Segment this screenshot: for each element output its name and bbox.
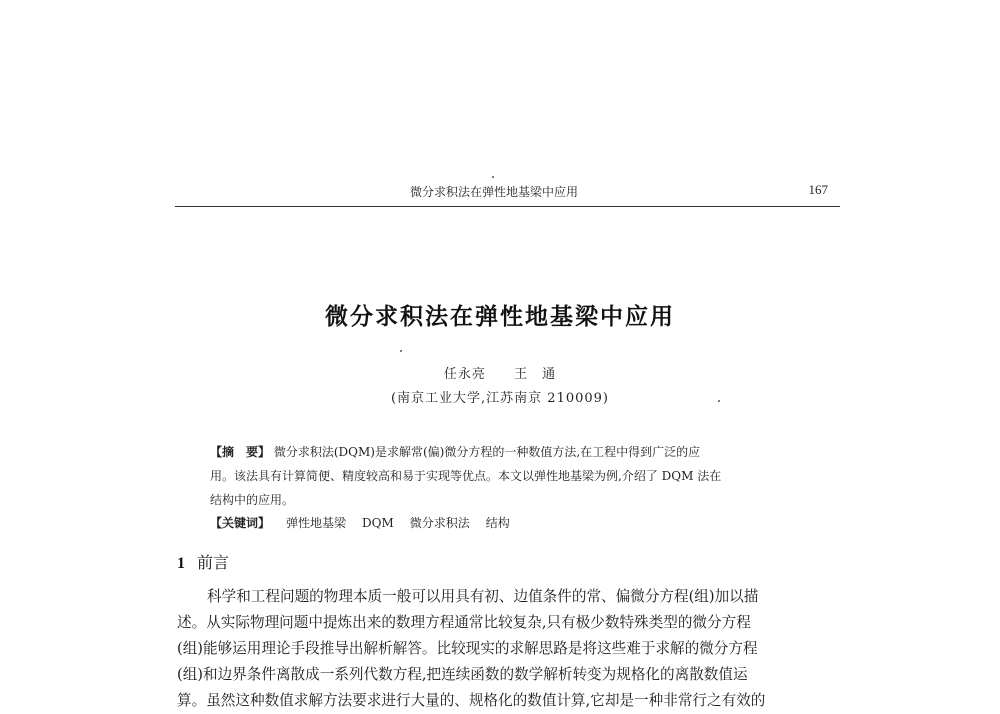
body-line: (组)能够运用理论手段推导出解析解答。比较现实的求解思路是将这些难于求解的微分方程 — [177, 640, 758, 657]
body-line: 科学和工程问题的物理本质一般可以用具有初、边值条件的常、偏微分方程(组)加以描 — [207, 588, 759, 605]
body-text — [177, 584, 845, 714]
section-title: 前言 — [197, 553, 230, 572]
section-heading — [177, 550, 229, 573]
author-list — [0, 363, 1000, 382]
abstract-line: 用。该法具有计算简便、精度较高和易于实现等优点。本文以弹性地基梁为例,介绍了 DQM 法在 — [210, 469, 722, 483]
page-number: 167 — [808, 182, 828, 197]
keyword: 弹性地基梁 — [286, 516, 347, 530]
abstract-line: 结构中的应用。 — [210, 493, 295, 507]
author-name: 王 通 — [514, 367, 557, 382]
running-title: 微分求积法在弹性地基梁中应用 — [410, 185, 579, 199]
section-number: 1 — [177, 555, 185, 572]
abstract-block — [210, 440, 810, 512]
body-line: (组)和边界条件离散成一系列代数方程,把连续函数的数学解析转变为规格化的离散数值运 — [177, 666, 748, 683]
keyword: 微分求积法 — [409, 516, 470, 530]
keyword: DQM — [362, 516, 394, 530]
abstract-text: 微分求积法(DQM)是求解常(偏)微分方程的一种数值方法,在工程中得到广泛的应 — [273, 445, 701, 459]
scan-speck — [492, 176, 494, 178]
scan-speck — [400, 350, 402, 352]
abstract-line — [210, 440, 810, 464]
author-name: 任永亮 — [443, 367, 486, 382]
body-line: 述。从实际物理问题中提炼出来的数理方程通常比较复杂,只有极少数特殊类型的微分方程 — [177, 614, 751, 631]
scan-speck — [718, 400, 720, 402]
abstract-label: 【摘 要】 — [210, 445, 271, 459]
header-rule — [175, 206, 840, 207]
affiliation: (南京工业大学,江苏南京 210009) — [390, 391, 610, 406]
keywords-block — [210, 514, 810, 531]
keyword: 结构 — [485, 516, 510, 530]
body-line: 算。虽然这种数值求解方法要求进行大量的、规格化的数值计算,它却是一种非常行之有效的 — [177, 692, 766, 709]
paper-title: 微分求积法在弹性地基梁中应用 — [325, 304, 675, 330]
keywords-label: 【关键词】 — [210, 516, 271, 530]
running-head — [175, 181, 840, 205]
